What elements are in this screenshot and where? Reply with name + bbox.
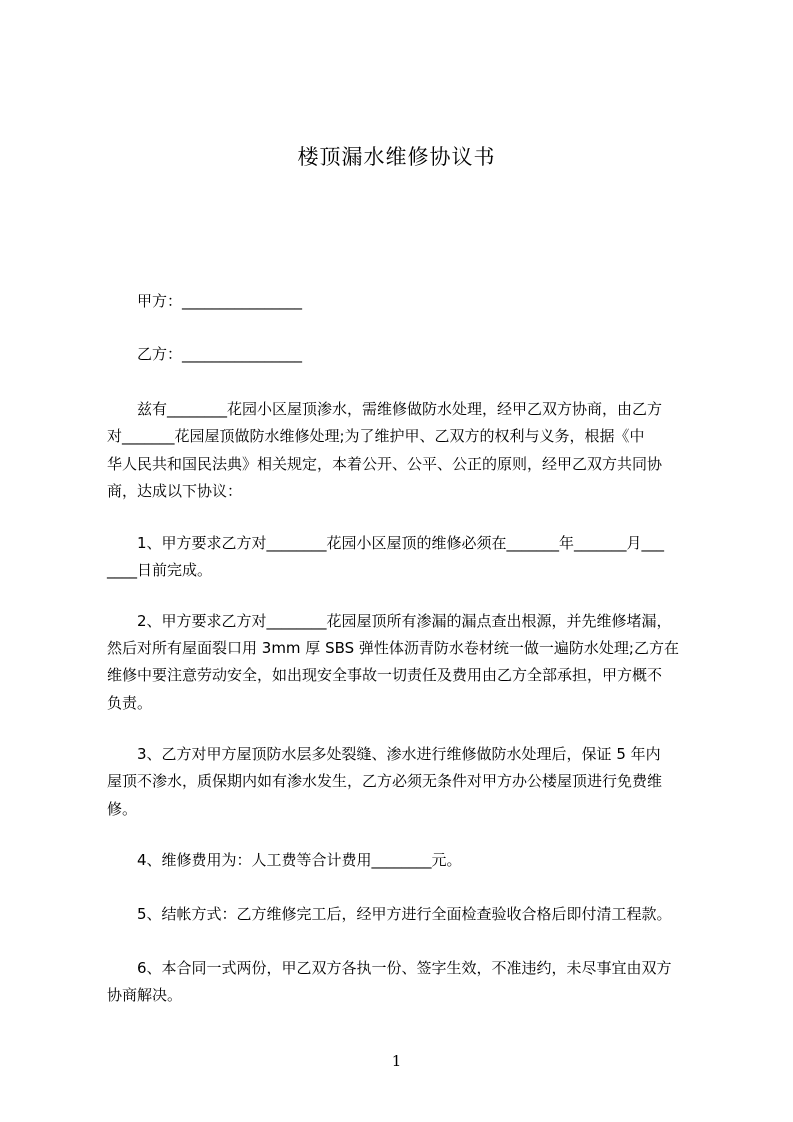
clause-2-line-2: 然后对所有屋面裂口用 3mm 厚 SBS 弹性体沥青防水卷材统一做一遍防水处理;乙方在 — [107, 639, 679, 657]
intro-line-4: 商，达成以下协议： — [107, 482, 243, 500]
clause-1-line-1: 1、甲方要求乙方对________花园小区屋顶的维修必须在_______年_______月___ — [137, 534, 665, 552]
page-number: 1 — [391, 1052, 402, 1070]
clause-1-line-2: ____日前完成。 — [107, 561, 213, 579]
clause-2-line-3: 维修中要注意劳动安全，如出现安全事故一切责任及费用由乙方全部承担，甲方概不 — [107, 666, 663, 684]
clause-3-line-2: 屋顶不渗水，质保期内如有渗水发生，乙方必须无条件对甲方办公楼屋顶进行免费维 — [107, 772, 663, 790]
clause-4-line: 4、维修费用为：人工费等合计费用________元。 — [137, 851, 462, 869]
intro-line-3: 华人民共和国民法典》相关规定，本着公开、公平、公正的原则，经甲乙双方共同协 — [107, 455, 663, 473]
document-title: 楼顶漏水维修协议书 — [297, 145, 496, 169]
clause-6-line-1: 6、本合同一式两份，甲乙双方各执一份、签字生效，不准违约，未尽事宜由双方 — [137, 959, 672, 977]
intro-line-2: 对_______花园屋顶做防水维修处理;为了维护甲、乙双方的权利与义务，根据《中 — [107, 427, 645, 445]
intro-line-1: 兹有________花园小区屋顶渗水，需维修做防水处理，经甲乙双方协商，由乙方 — [137, 400, 663, 418]
party-a-line: 甲方：________________ — [137, 292, 303, 310]
clause-2-line-4: 负责。 — [107, 694, 153, 712]
clause-3-line-3: 修。 — [107, 800, 138, 818]
clause-2-line-1: 2、甲方要求乙方对________花园屋顶所有渗漏的漏点查出根源，并先维修堵漏， — [137, 612, 672, 630]
clause-6-line-2: 协商解决。 — [107, 986, 183, 1004]
clause-5-line: 5、结帐方式：乙方维修完工后，经甲方进行全面检查验收合格后即付清工程款。 — [137, 905, 672, 923]
party-b-line: 乙方：________________ — [137, 345, 303, 363]
clause-3-line-1: 3、乙方对甲方屋顶防水层多处裂缝、渗水进行维修做防水处理后，保证 5 年内 — [137, 745, 661, 763]
